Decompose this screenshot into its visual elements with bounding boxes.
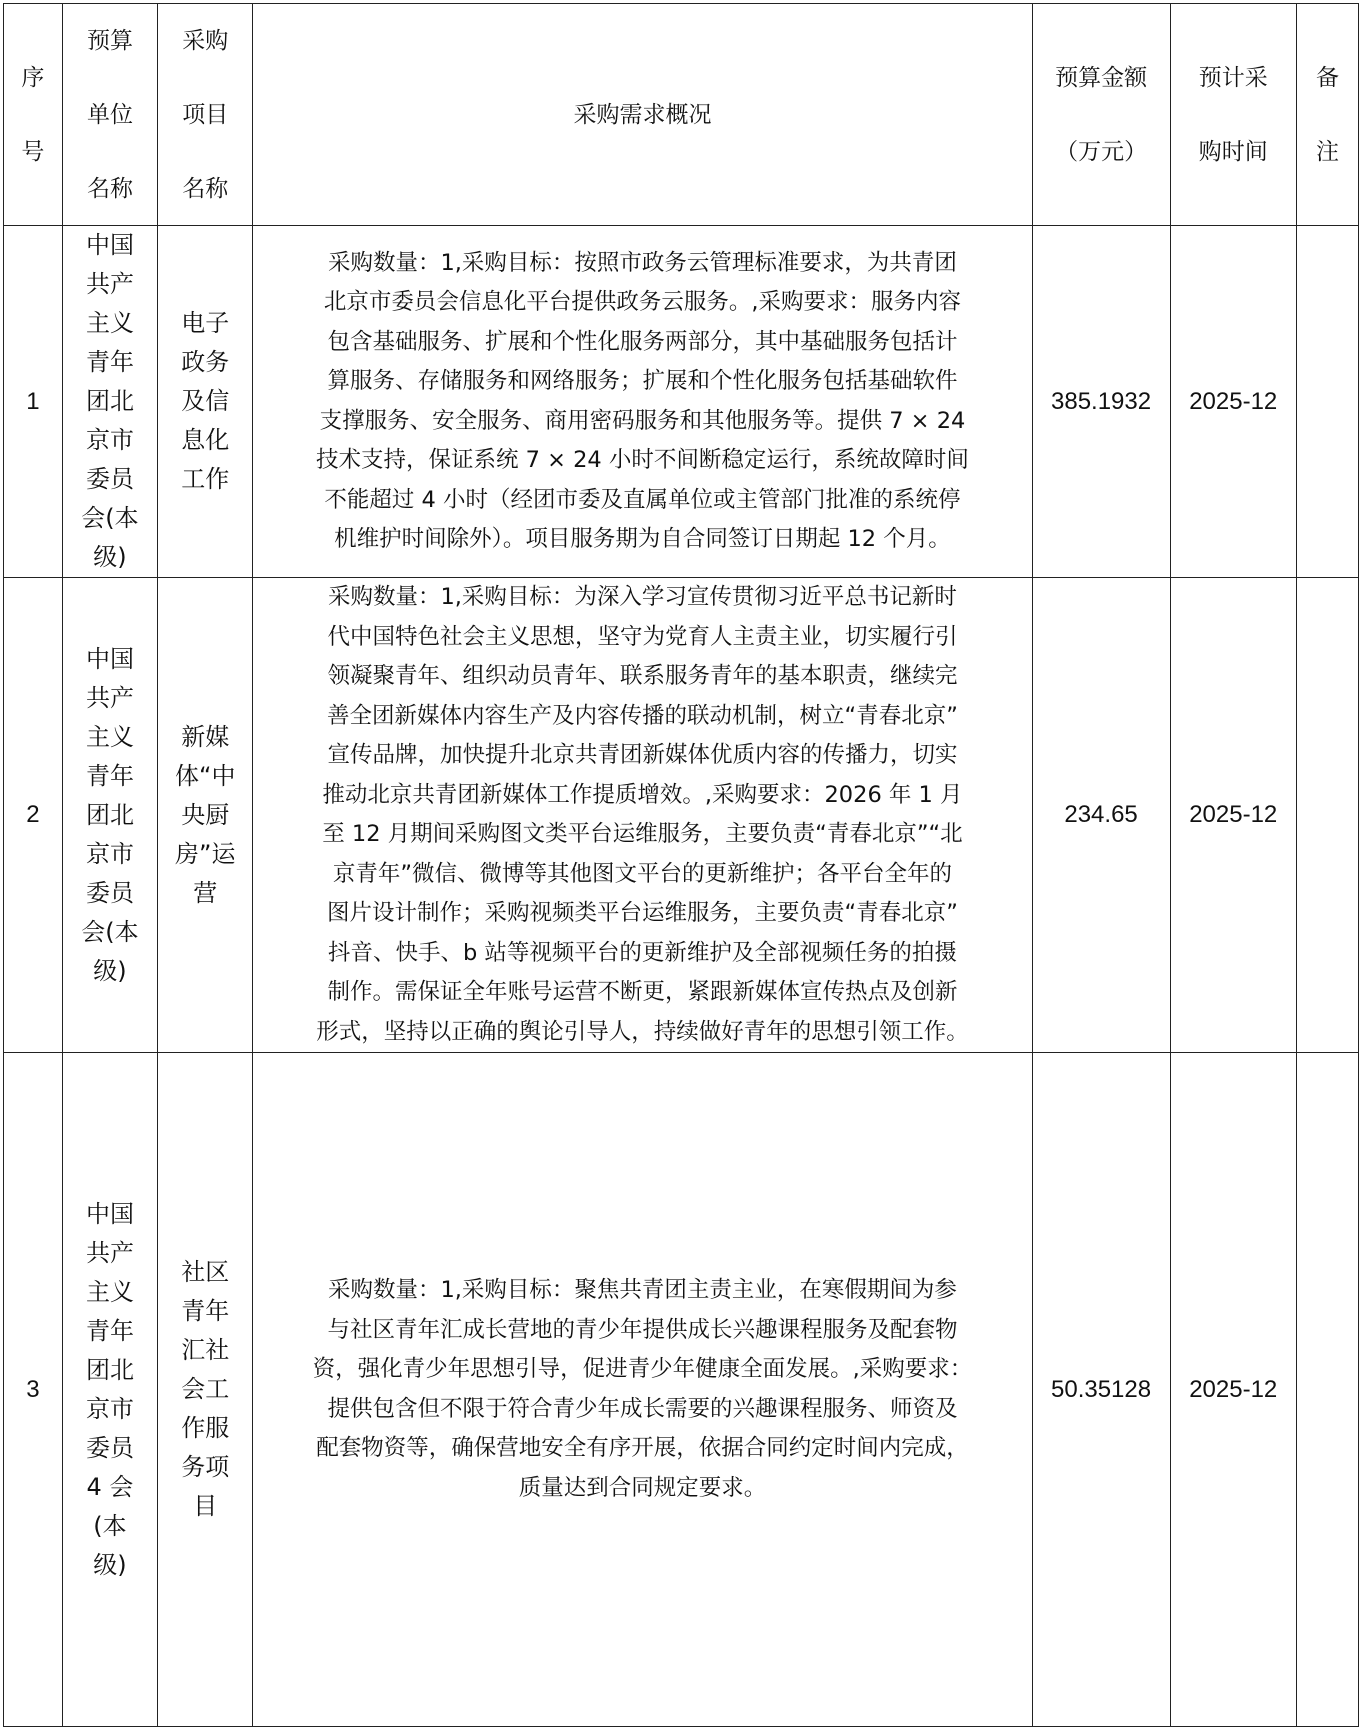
row-overview: 采购数量：1,采购目标：按照市政务云管理标准要求，为共青团 北京市委员会信息化平台提供政务云服务。,采购要求：服务内容 包含基础服务、扩展和个性化服务两部分，其中基础服务包括计 算服务、存储服务和网络服务；扩展和个性化服务包括基础软件 支撑服务、安全服务、商用密码服务和其他服务等。提供 7 × 24 技术支持，保证系统 7 × 24 小时不间断稳定运行，系统故障时间 不能超过 4 小时（经团市委及直属单位或主管部门批准的系统停 机维护时间除外）。项目服务期为自合同签订日期起 12 个月。 xyxy=(253,226,1032,578)
table-row xyxy=(4,1053,1359,1727)
row-amount: 234.65 xyxy=(1032,578,1170,1053)
table-row xyxy=(4,578,1359,1053)
row-remark xyxy=(1296,1053,1358,1727)
row-remark xyxy=(1296,578,1358,1053)
header-amount: 预算金额 （万元） xyxy=(1032,4,1170,226)
row-seq: 1 xyxy=(4,226,63,578)
row-unit-name: 中国 共产 主义 青年 团北 京市 委员 会(本 级) xyxy=(62,578,157,1053)
row-unit-name: 中国 共产 主义 青年 团北 京市 委员 4 会 (本 级) xyxy=(62,1053,157,1727)
row-project-name: 新媒 体“中 央厨 房”运 营 xyxy=(158,578,253,1053)
row-amount: 385.1932 xyxy=(1032,226,1170,578)
row-time: 2025-12 xyxy=(1170,578,1296,1053)
header-row xyxy=(4,4,1359,226)
row-unit-name: 中国 共产 主义 青年 团北 京市 委员 会(本 级) xyxy=(62,226,157,578)
header-seq: 序 号 xyxy=(4,4,63,226)
row-project-name: 电子 政务 及信 息化 工作 xyxy=(158,226,253,578)
row-time: 2025-12 xyxy=(1170,1053,1296,1727)
header-remark: 备 注 xyxy=(1296,4,1358,226)
header-project-name: 采购 项目 名称 xyxy=(158,4,253,226)
header-overview: 采购需求概况 xyxy=(253,4,1032,226)
header-time: 预计采 购时间 xyxy=(1170,4,1296,226)
row-seq: 3 xyxy=(4,1053,63,1727)
header-unit-name: 预算 单位 名称 xyxy=(62,4,157,226)
row-project-name: 社区 青年 汇社 会工 作服 务项 目 xyxy=(158,1053,253,1727)
row-time: 2025-12 xyxy=(1170,226,1296,578)
row-overview: 采购数量：1,采购目标：为深入学习宣传贯彻习近平总书记新时 代中国特色社会主义思想，坚守为党育人主责主业，切实履行引 领凝聚青年、组织动员青年、联系服务青年的基本职责，继续完 善全团新媒体内容生产及内容传播的联动机制，树立“青春北京” 宣传品牌，加快提升北京共青团新媒体优质内容的传播力，切实 推动北京共青团新媒体工作提质增效。,采购要求：2026 年 1 月 至 12 月期间采购图文类平台运维服务，主要负责“青春北京”“北 京青年”微信、微博等其他图文平台的更新维护；各平台全年的 图片设计制作；采购视频类平台运维服务，主要负责“青春北京” 抖音、快手、b 站等视频平台的更新维护及全部视频任务的拍摄 制作。需保证全年账号运营不断更，紧跟新媒体宣传热点及创新 形式，坚持以正确的舆论引导人，持续做好青年的思想引领工作。 xyxy=(253,578,1032,1053)
row-remark xyxy=(1296,226,1358,578)
table-row xyxy=(4,226,1359,578)
row-seq: 2 xyxy=(4,578,63,1053)
row-amount: 50.35128 xyxy=(1032,1053,1170,1727)
row-overview: 采购数量：1,采购目标：聚焦共青团主责主业，在寒假期间为参 与社区青年汇成长营地的青少年提供成长兴趣课程服务及配套物 资，强化青少年思想引导，促进青少年健康全面发展。,采购要求： 提供包含但不限于符合青少年成长需要的兴趣课程服务、师资及 配套物资等，确保营地安全有序开展，依据合同约定时间内完成， 质量达到合同规定要求。 xyxy=(253,1053,1032,1727)
procurement-table xyxy=(3,3,1359,1727)
